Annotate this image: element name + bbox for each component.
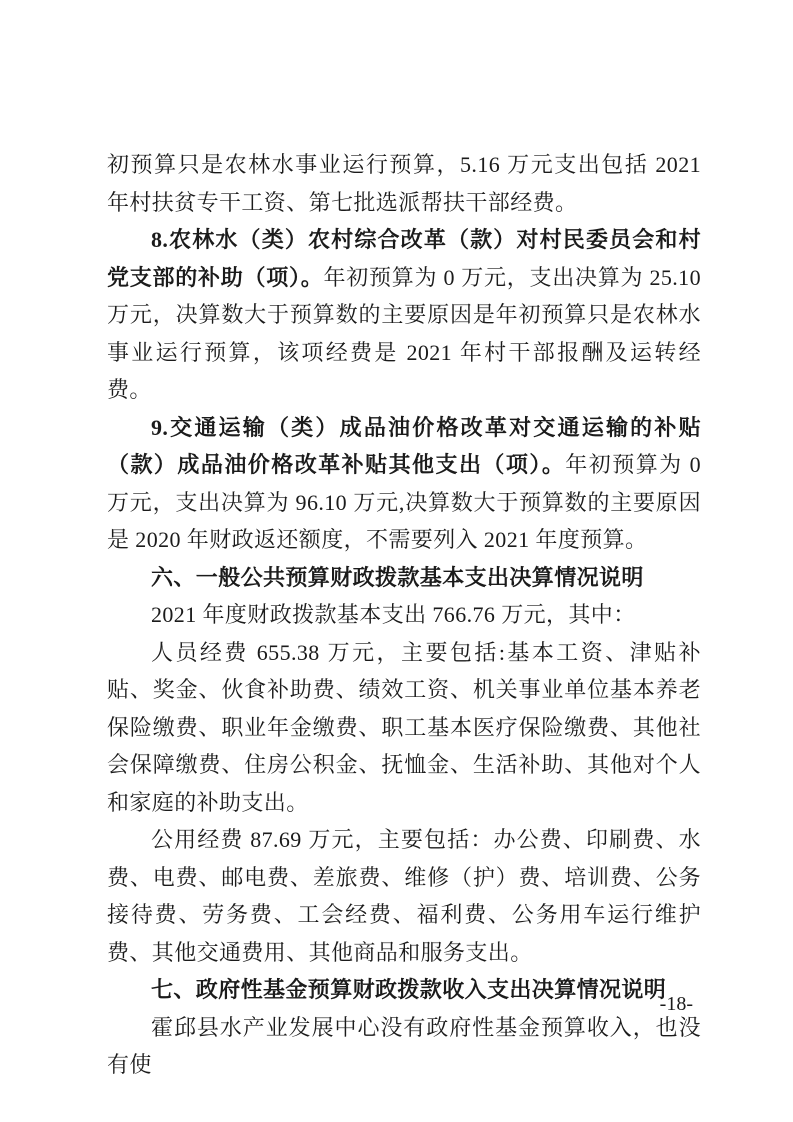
document-body	[107, 146, 701, 1084]
paragraph-basic-expenditure-total: 2021 年度财政拨款基本支出 766.76 万元，其中：	[151, 602, 636, 627]
paragraph-item-8-text: 年初预算为 0 万元，支出决算为 25.10 万元，决算数大于预算数的主要原因是年初预算只是农林水事业运行预算，该项经费是 2021 年村干部报酬及运转经费。	[107, 264, 701, 402]
paragraph-government-fund: 霍邱县水产业发展中心没有政府性基金预算收入，也没有使	[107, 1014, 701, 1077]
page-number: -18-	[659, 993, 693, 1015]
paragraph-item-9-lead: 9.交通运输（类）成品油价格改革对交通运输的补贴（款）成品油价格改革补贴其他支出（项）。	[107, 414, 701, 477]
section-heading-6: 六、一般公共预算财政拨款基本支出决算情况说明	[151, 564, 644, 590]
section-heading-7: 七、政府性基金预算财政拨款收入支出决算情况说明	[151, 977, 667, 1002]
paragraph-item-8	[107, 221, 701, 409]
paragraph-personnel-funds: 人员经费 655.38 万元，主要包括:基本工资、津贴补贴、奖金、伙食补助费、绩效工资、机关事业单位基本养老保险缴费、职业年金缴费、职工基本医疗保险缴费、其他社会保障缴费、住房公积金、抚恤金、生活补助、其他对个人和家庭的补助支出。	[107, 639, 701, 815]
paragraph-item-9-text: 年初预算为 0 万元，支出决算为 96.10 万元,决算数大于预算数的主要原因是 2020 年财政返还额度，不需要列入 2021 年度预算。	[107, 452, 701, 552]
paragraph-public-funds: 公用经费 87.69 万元，主要包括：办公费、印刷费、水费、电费、邮电费、差旅费、维修（护）费、培训费、公务接待费、劳务费、工会经费、福利费、公务用车运行维护费、其他交通费用、其他商品和服务支出。	[107, 827, 701, 965]
paragraph-intro-continuation: 初预算只是农林水事业运行预算，5.16 万元支出包括 2021 年村扶贫专干工资、第七批选派帮扶干部经费。	[107, 152, 701, 215]
paragraph-item-8-lead: 8.农林水（类）农村综合改革（款）对村民委员会和村党支部的补助（项）。	[107, 227, 701, 290]
paragraph-item-9	[107, 409, 701, 559]
